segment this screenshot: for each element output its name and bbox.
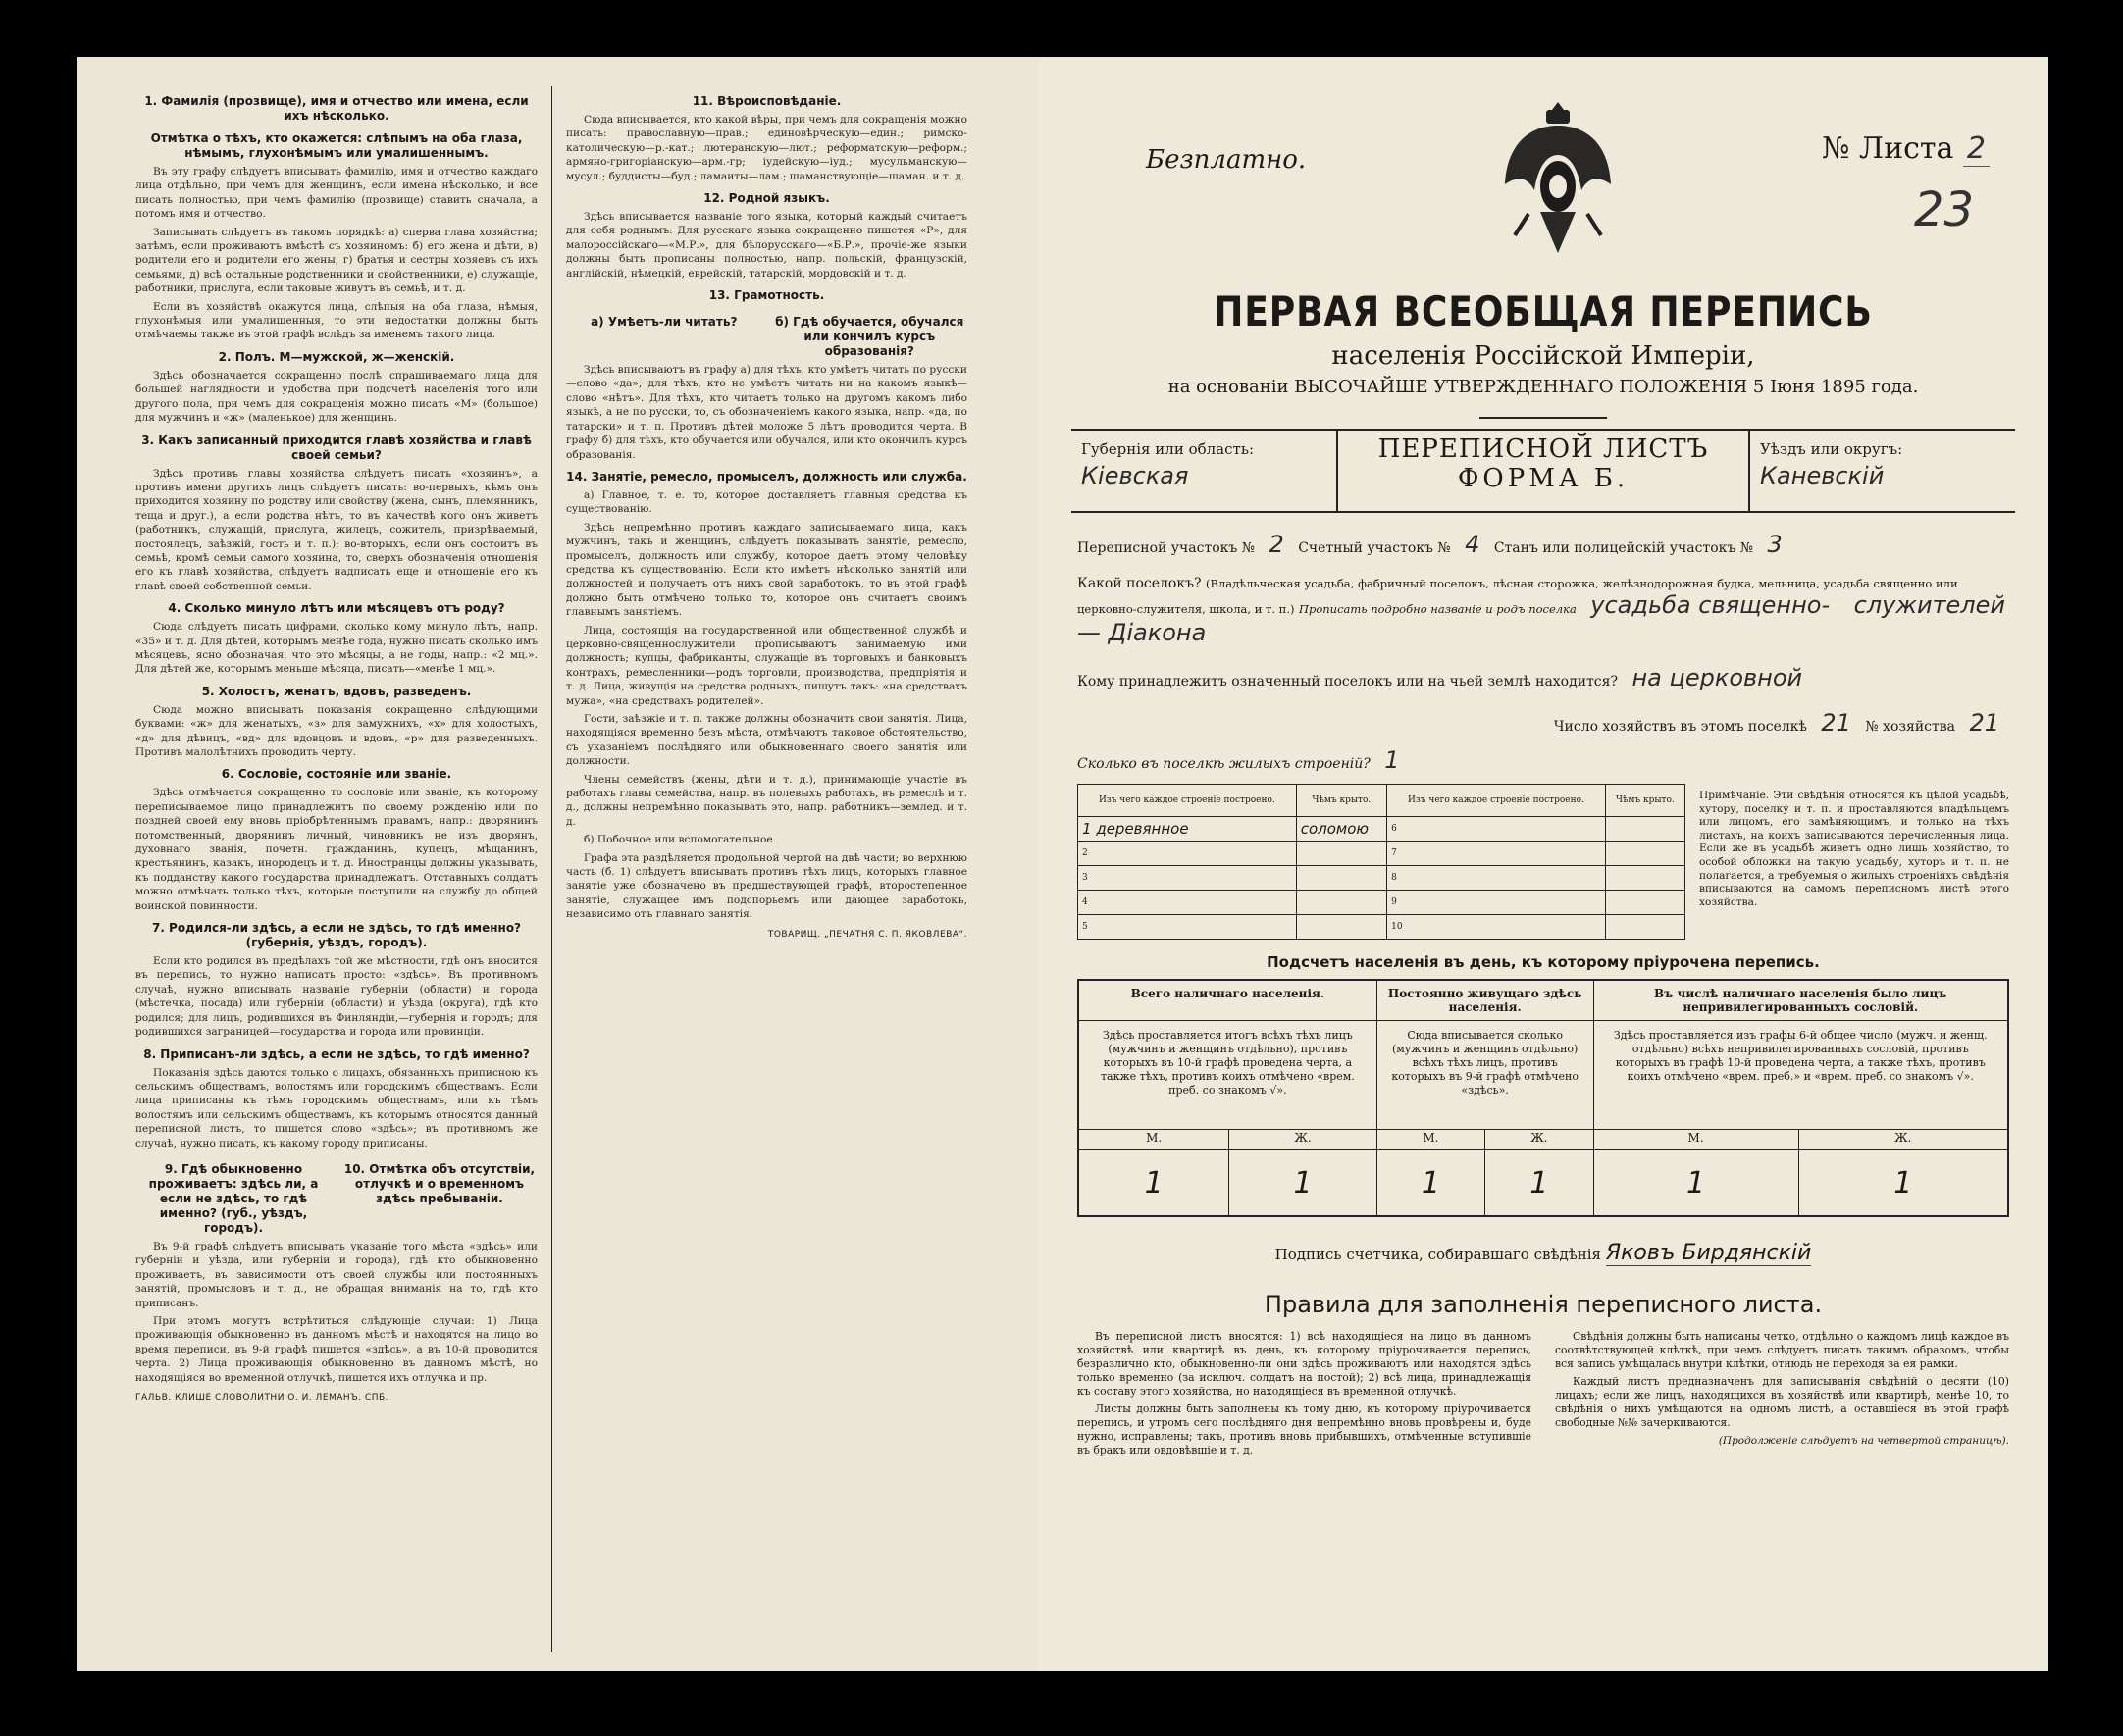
rules-paragraph-4: Каждый листъ предназначенъ для записыванія свѣдѣній о десяти (10) лицахъ; если же лицъ, находящихся въ хозяйствѣ или квартирѣ, менѣе 10, то свѣдѣнія о нихъ умѣщаются на одномъ листѣ, а оставшіеся въ этой графѣ свободные №№ зачеркиваются. [1555,1375,2009,1429]
section-2-body: Здѣсь обозначается сокращенно послѣ спрашиваемаго лица для большей наглядности и удобства при подсчетѣ населенія того или другого пола, при чемъ для сокращенія можно писать «М» (большое) для мужчинъ и «ж» (маленькое) для женщинъ. [135,369,538,425]
count-value[interactable]: 1 [1593,1150,1798,1217]
section-4-title: 4. Сколько минуло лѣтъ или мѣсяцевъ отъ роду? [168,601,505,616]
table-row [1078,891,1685,915]
table-row [1078,817,1685,842]
section-7-body: Если кто родился въ предѣлахъ той же мѣстности, гдѣ онъ вносится въ перепись, то нужно написать просто: «здѣсь». Въ противномъ случаѣ, нужно вписывать названіе губерніи (области) и города (мѣстечка, посада) или губерніи (области) и уѣзда (округа), гдѣ кто родился; для лицъ, родившихся въ Финляндіи,—губернія и городъ; для родившихся заграницей—государства и города или провинціи. [135,955,538,1039]
count-desc-nonpriv: Здѣсь проставляется изъ графы 6-й общее число (мужч. и женщ. отдѣльно) всѣхъ непривилегированныхъ сословій, противъ которыхъ въ графѣ 10-й проведена черта, а также тѣхъ, противъ коихъ отмѣчено «врем. преб.» и «врем. преб. со знакомъ √». [1593,1021,2008,1130]
section-8-body: Показанія здѣсь даются только о лицахъ, обязанныхъ приписною къ сельскимъ обществамъ, волостямъ или городскимъ обществамъ. Если лица приписаны къ тѣмъ городскимъ обществамъ, или къ тѣмъ волостямъ или сельскимъ обществамъ, къ которымъ относятся данный переписной листъ, то пишется слово «здѣсь»; въ противномъ же случаѣ, нужно писать, къ какому городу приписаны. [135,1066,538,1149]
section-10-title: 10. Отмѣтка объ отсутствіи, отлучкѣ и о временномъ здѣсь пребываніи. [343,1161,536,1205]
decree-line: на основаніи ВЫСОЧАЙШЕ УТВЕРЖДЕННАГО ПОЛОЖЕНІЯ 5 Іюня 1895 года. [1167,377,1919,397]
male-header: М. [1078,1130,1229,1150]
left-column [122,86,551,1652]
col-roof-left: Чѣмъ крыто. [1296,785,1386,817]
province-value: Кіевская [1081,462,1189,489]
household-no-label: № хозяйства [1865,719,1955,735]
count-desc-permanent: Сюда вписывается сколько (мужчинъ и женщинъ отдѣльно) всѣхъ тѣхъ лицъ, противъ которыхъ въ 9-й графѣ отмѣчено «здѣсь». [1376,1021,1593,1130]
row1-material[interactable]: деревянное [1096,820,1189,838]
section-2-title: 2. Полъ. М—мужской, ж—женскій. [218,349,455,364]
rules-paragraph-3: Свѣдѣнія должны быть написаны четко, отдѣльно о каждомъ лицѣ каждое въ соотвѣтствующей клѣткѣ, при чемъ слѣдуетъ писать такимъ образомъ, чтобы вся запись умѣщалась внутри клѣтки, отнюдь не переходя за ея рамки. [1555,1330,2009,1370]
signature-value[interactable]: Яковъ Бирдянскій [1605,1241,1812,1265]
owner-label: Кому принадлежитъ означенный поселокъ или на чьей землѣ находится? [1077,674,1618,689]
section-1-body: Въ эту графу слѣдуетъ вписывать фамилію, имя и отчество каждаго лица отдѣльно, при чемъ для женщинъ, если имена нѣсколько, и все писать полностью, при чемъ фамилію (прозвище) ставить сначала, а потомъ имя и отчество. Записывать слѣдуетъ въ такомъ порядкѣ: а) сперва глава хозяйства; затѣмъ, если проживаютъ вмѣстѣ съ хозяиномъ: б) его жена и дѣти, в) родители его и родители его жены, г) братья и сестры хозяевъ съ ихъ семьями, д) всѣ остальные родственники и свойственники, е) служащіе, работники, прислуга, если таковые живутъ въ семьѣ, и т. д. Если въ хозяйствѣ окажутся лица, слѣпыя на оба глаза, нѣмыя, глухонѣмыя или умалишенныя, то эти недостатки должны быть отмѣчаемы также въ этой графѣ вслѣдъ за именемъ такого лица. [135,166,538,341]
row-num: 8 [1387,866,1606,891]
count-value[interactable]: 1 [1798,1150,2008,1217]
section-11-body: Сюда вписывается, кто какой вѣры, при чемъ для сокращенія можно писать: православную—прав.; единовѣрческую—един.; римско-католическую—р.-кат.; лютеранскую—лют.; реформатскую—реформ.; армяно-григоріанскую—арм.-гр; іудейскую—іуд.; мусульманскую—мусул.; буддисты—буд.; ламаиты—лам.; шаманствующіе—шаман. и т. д. [566,114,967,182]
section-13-title: 13. Грамотность. [708,288,825,303]
uezd-value: Каневскій [1760,462,1885,489]
section-5-title: 5. Холостъ, женатъ, вдовъ, разведенъ. [201,684,472,698]
census-section-label: Переписной участокъ № [1077,540,1255,556]
sheet-number [1822,131,1990,166]
male-header: М. [1593,1130,1798,1150]
section-14-body: а) Главное, т. е. то, которое доставляетъ главныя средства къ существованію. Здѣсь непремѣнно противъ каждаго записываемаго лица, какъ мужчинъ, такъ и женщинъ, слѣдуетъ показывать занятіе, ремесло, промыселъ, должность или службу, которое даетъ этому человѣку средства къ существованію. Если кто имѣетъ нѣсколько занятій или должностей и получаетъ отъ нихъ свой заработокъ, то въ этой графѣ должно быть отмѣчено только то, которое онъ считаетъ своимъ главнымъ занятіемъ. Лица, состоящія на государственной или общественной службѣ и церковно-священнослужители прописываютъ занимаемую ими должность; купцы, фабриканты, служащіе въ торговыхъ и банковыхъ контрахъ, ремесленники—родъ торговли, производства, предпріятія и т. д. Лица, живущія на средства родныхъ, пишутъ такъ: «на средствахъ мужа», «на средствахъ родителей». Гости, заѣзжіе и т. п. также должны обозначить свои занятія. Лица, находящіяся временно безъ мѣста, отмѣчаютъ таковое обстоятельство, съ указаніемъ послѣдняго или обыкновеннаго своего занятія или должности. Члены семействъ (жены, дѣти и т. д.), принимающіе участіе въ работахъ главы семейства, напр. въ полевыхъ работахъ, въ ремеслѣ и т. д., должны непремѣнно показывать это, напр. работникъ—землед. и т. д. б) Побочное или вспомогательное. Графа эта раздѣляется продольной чертой на двѣ части; во верхнюю часть (б. 1) слѣдуетъ вписывать противъ тѣхъ лицъ, которыхъ главное занятіе уже обозначено въ предшествующей графѣ, второстепенное занятіе, служащее имъ подспорьемъ или дающее заработокъ, независимо отъ главнаго занятія. [566,488,967,921]
buildings-value[interactable]: 1 [1384,746,1400,774]
col-material-right: Изъ чего каждое строеніе построено. [1387,785,1606,817]
note-text: Примѣчаніе. Эти свѣдѣнія относятся къ цѣлой усадьбѣ, хутору, поселку и т. п. и проставляются владѣльцемъ или лицомъ, его замѣняющимъ, и только на тѣхъ листахъ, на коихъ записываются перечисленныя лица. Если же въ усадьбѣ живетъ одно лишь хозяйство, то особой обложки на такую усадьбу, хуторъ и т. п. не полагается, а требуемыя о жилыхъ строеніяхъ свѣдѣнія вписываются на самомъ переписномъ листѣ этого хозяйства. [1699,790,2009,908]
count-value[interactable]: 1 [1376,1150,1484,1217]
section-7-title: 7. Родился-ли здѣсь, а если не здѣсь, то гдѣ именно? (губернія, уѣздъ, городъ). [151,921,522,950]
table-row [1078,866,1685,891]
document-subtitle: населенія Россійской Имперіи, [1331,341,1755,371]
rules-paragraph-1: Въ переписной листъ вносятся: 1) всѣ находящіеся на лицо въ данномъ хозяйствѣ или квартирѣ въ день, къ которому пріурочивается перепись, безразлично кто, обыкновенно-ли они здѣсь проживаютъ или находятся здѣсь только временно (за исключ. солдатъ на постой); 2) всѣ лица, принадлежащія къ составу этого хозяйства, но находящіеся въ временной отлучкѣ. [1077,1330,1531,1398]
owner-line [1077,664,2009,691]
census-section-value[interactable]: 2 [1269,531,1284,558]
col-roof-right: Чѣмъ крыто. [1605,785,1684,817]
row-num: 5 [1078,915,1297,940]
section-9-body: Въ 9-й графѣ слѣдуетъ вписывать указаніе того мѣста «здѣсь» или губерніи и уѣзда, или губерніи и города), гдѣ кто обыкновенно проживаетъ, въ зависимости отъ своей службы или постоянныхъ занятій, промысловъ и т. д., не обращая вниманія на то, гдѣ кто приписанъ. При этомъ могутъ встрѣтиться слѣдующіе случаи: 1) Лица проживающія обыкновенно въ данномъ мѣстѣ и находятся на лицо во время переписи, въ 9-й графѣ пишется «здѣсь», а въ 10-й проводится черта. 2) Лица проживающія обыкновенно въ данномъ мѣстѣ, но находящіяся во временной отлучкѣ, пишется ихъ отлучка и пр. [135,1240,538,1384]
count-desc-total: Здѣсь проставляется итогъ всѣхъ тѣхъ лицъ (мужчинъ и женщинъ отдѣльно), противъ которыхъ въ 10-й графѣ проведена черта, а также тѣхъ, противъ коихъ отмѣчено «врем. преб. со знакомъ √». [1078,1021,1376,1130]
settlement-label: Какой поселокъ? [1077,576,1202,591]
section-13a: а) Умѣетъ-ли читать? [591,315,738,330]
row-num: 4 [1078,891,1297,915]
free-label: Безплатно. [1146,145,1307,175]
section-14-title: 14. Занятіе, ремесло, промыселъ, должность или служба. [566,469,967,484]
eagle-emblem-icon [1499,96,1617,263]
section-1-title: 1. Фамилія (прозвище), имя и отчество или имена, если ихъ нѣсколько. [144,94,529,123]
rules-paragraph-2: Листы должны быть заполнены къ тому дню, къ которому пріурочивается перепись, и утромъ сего послѣдняго дня непремѣнно вновь провѣрены и, буде нужно, исправлены; такъ, противъ вновь прибывшихъ, отмѣченные вступившіе въ бракъ или овдовѣвшіе и т. д. [1077,1403,1531,1456]
row-num: 7 [1387,842,1606,866]
male-header: М. [1376,1130,1484,1150]
section-12-title: 12. Родной языкъ. [703,191,830,206]
right-footer [566,928,967,942]
signature-line [1077,1241,2009,1265]
right-column [551,86,981,1652]
sheet-number-label: № Листа [1822,131,1954,166]
count-section-value[interactable]: 4 [1465,531,1480,558]
form-title [1336,431,1750,511]
row-num: 10 [1387,915,1606,940]
female-header: Ж. [1798,1130,2008,1150]
households-line [1077,709,2009,737]
stan-value[interactable]: 3 [1767,531,1783,558]
household-no-value[interactable]: 21 [1969,709,1999,737]
settlement-hint: (Владѣльческая усадьба, фабричный поселокъ, лѣсная сторожка, желѣзнодорожная будка, мельница, усадьба священно или церковно-служителя, школа, и т. п.) [1077,577,1958,616]
header [1077,75,2009,285]
households-label: Число хозяйствъ въ этомъ поселкѣ [1553,719,1807,735]
sheet-number-handwritten: 23 [1913,182,1974,237]
province-label: Губернія или область: [1081,440,1255,458]
buildings-table [1077,784,1685,940]
rules-title: Правила для заполненія переписного листа. [1264,1291,1823,1318]
settlement-hint2: Прописать подробно названіе и родъ поселка [1298,602,1577,616]
row-num: 3 [1078,866,1297,891]
right-page [1038,57,2048,1671]
row1-roof[interactable]: соломою [1296,817,1386,842]
owner-value[interactable]: на церковной [1631,664,1803,691]
count-value[interactable]: 1 [1229,1150,1376,1217]
section-6-title: 6. Сословіе, состояніе или званіе. [221,767,452,782]
settlement-value-2[interactable]: служителей — Діакона [1077,591,2005,646]
document-title: ПЕРВАЯ ВСЕОБЩАЯ ПЕРЕПИСЬ [1214,287,1873,335]
table-row [1078,842,1685,866]
section-13b: б) Гдѣ обучается, обучался или кончилъ курсъ образованія? [775,315,964,359]
sections-line [1077,531,2009,558]
count-header-permanent: Постоянно живущаго здѣсь населенія. [1376,980,1593,1021]
province-field[interactable] [1071,431,1336,511]
settlement-line [1077,576,2009,646]
footer-left: ГАЛЬВ. КЛИШЕ СЛОВОЛИТНИ О. И. ЛЕМАНЪ. СПБ. [135,1393,389,1403]
buildings-line [1077,746,2009,774]
footer-right: ТОВАРИЩ. „ПЕЧАТНЯ С. П. ЯКОВЛЕВА“. [767,929,967,940]
form-title-line1: ПЕРЕПИСНОЙ ЛИСТЪ [1377,434,1709,464]
table-row [1078,915,1685,940]
settlement-value-1[interactable]: усадьба священно- [1590,591,1831,619]
row-num: 6 [1387,817,1606,842]
buildings-section [1077,784,2009,940]
section-11-title: 11. Вѣроисповѣданіе. [692,94,842,108]
row-num: 1 [1082,820,1092,838]
section-9-title: 9. Гдѣ обыкновенно проживаетъ: здѣсь ли, а если не здѣсь, то гдѣ именно? (губ., уѣздъ, городъ). [148,1161,319,1235]
section-6-body: Здѣсь отмѣчается сокращенно то сословіе или званіе, къ которому переписываемое лицо принадлежитъ по своему рожденію или по поздней своей ему вновь пріобрѣтеннымъ правамъ, напр.: дворянинъ потомственный, дворянинъ личный, чиновникъ не изъ дворянъ, духовнаго званія, почетн. гражданинъ, купецъ, мѣщанинъ, крестьянинъ, казакъ, инородецъ и т. д. Иностранцы должны указывать, къ подданству какого государства принадлежатъ. Отставныхъ солдатъ можно отмѣчать только тѣхъ, которые поступили на службу до общей воинской повинности. [135,787,538,912]
left-page [77,57,1040,1671]
divider [1479,417,1607,419]
population-count-table [1077,979,2009,1217]
female-header: Ж. [1229,1130,1376,1150]
count-value[interactable]: 1 [1485,1150,1593,1217]
section-12-body: Здѣсь вписывается названіе того языка, который каждый считаетъ для себя роднымъ. Для русскаго языка сокращенно пишется «Р», для малороссійскаго—«М.Р.», для бѣлорусскаго—«Б.Р.», прочіе-же языки должны быть прописаны полностью, напр. польскій, французскій, англійскій, нѣмецкій, еврейскій, татарскій, мордовскій и т. д. [566,211,967,280]
count-value[interactable]: 1 [1078,1150,1229,1217]
count-header-nonpriv: Въ числѣ наличнаго населенія было лицъ непривилегированныхъ сословій. [1593,980,2008,1021]
buildings-label: Сколько въ поселкѣ жилыхъ строеній? [1077,756,1371,772]
signature-label: Подпись счетчика, собиравшаго свѣдѣнія [1274,1246,1602,1263]
continuation-note: (Продолженіе слѣдуетъ на четвертой страницѣ). [1718,1435,2009,1447]
count-title: Подсчетъ населенія въ день, къ которому пріурочена перепись. [1267,953,1820,971]
col-material-left: Изъ чего каждое строеніе построено. [1078,785,1297,817]
uezd-field[interactable] [1750,431,2015,511]
section-3-title: 3. Какъ записанный приходится главѣ хозяйства и главѣ своей семьи? [141,433,532,462]
sheet-number-value: 2 [1963,131,1990,167]
count-header-total: Всего наличнаго населенія. [1078,980,1376,1021]
count-section-label: Счетный участокъ № [1298,540,1451,556]
section-4-body: Сюда слѣдуетъ писать цифрами, сколько кому минуло лѣтъ, напр. «35» и т. д. Для дѣтей, которымъ менѣе года, нужно писать сколько имъ мѣсяцевъ, ясно обозначая, что это мѣсяцы, а не годы, напр.: «2 мц.». Для дѣтей же, которымъ меньше мѣсяца, писать—«менѣе 1 мц.». [135,621,538,676]
section-1-intro: Отмѣтка о тѣхъ, кто окажется: слѣпымъ на оба глаза, нѣмымъ, глухонѣмымъ или умалишеннымъ. [150,131,523,160]
female-header: Ж. [1485,1130,1593,1150]
uezd-label: Уѣздъ или округъ: [1760,440,1903,458]
section-13-body: Здѣсь вписываютъ въ графу а) для тѣхъ, кто умѣетъ читать по русски—слово «да»; для тѣхъ, кто не умѣетъ читать ни на какомъ языкѣ—слово «нѣтъ». Для тѣхъ, кто читаетъ только на другомъ какомъ либо языкѣ, а не по русски, то, съ обозначеніемъ какого языка, напр. «да, по татарски» и т. п. Противъ дѣтей моложе 5 лѣтъ проводится черта. В графу б) для тѣхъ, кто обучается или обучался, или кто окончилъ курсъ образованія. [566,364,967,461]
section-5-body: Сюда можно вписывать показанія сокращенно слѣдующими буквами: «ж» для женатыхъ, «з» для замужнихъ, «х» для холостыхъ, «д» для дѣвицъ, «вд» для вдовцовъ и вдовъ, «р» для разведенныхъ. Противъ малолѣтнихъ проводить черту. [135,703,538,758]
form-header [1071,429,2015,513]
rules-text [1077,1330,2009,1461]
left-footer [135,1391,538,1404]
section-3-body: Здѣсь противъ главы хозяйства слѣдуетъ писать «хозяинъ», а противъ имени другихъ лицъ слѣдуетъ писать: во-первыхъ, кѣмъ онъ приходится хозяину по родству или свойству (жена, сынъ, племянникъ, теща и друг.), а если родства нѣтъ, то въ качествѣ кого онъ живетъ (работникъ, служащій, прислуга, жилецъ, сожитель, призрѣваемый, постоялецъ, заѣзжій, гость и т. п.); во-вторыхъ, если онъ состоитъ въ семьѣ, кромѣ семьи самого хозяина, то, сверхъ обозначенія отношенія его къ главѣ хозяйства, слѣдуетъ надписать еще и отношеніе его къ главѣ своей собственной семьи. [135,467,538,592]
section-8-title: 8. Приписанъ-ли здѣсь, а если не здѣсь, то гдѣ именно? [143,1047,530,1061]
households-value[interactable]: 21 [1821,709,1851,737]
row-num: 9 [1387,891,1606,915]
stan-label: Станъ или полицейскій участокъ № [1493,540,1754,556]
row-num: 2 [1078,842,1297,866]
form-title-line2: ФОРМА Б. [1457,464,1630,493]
